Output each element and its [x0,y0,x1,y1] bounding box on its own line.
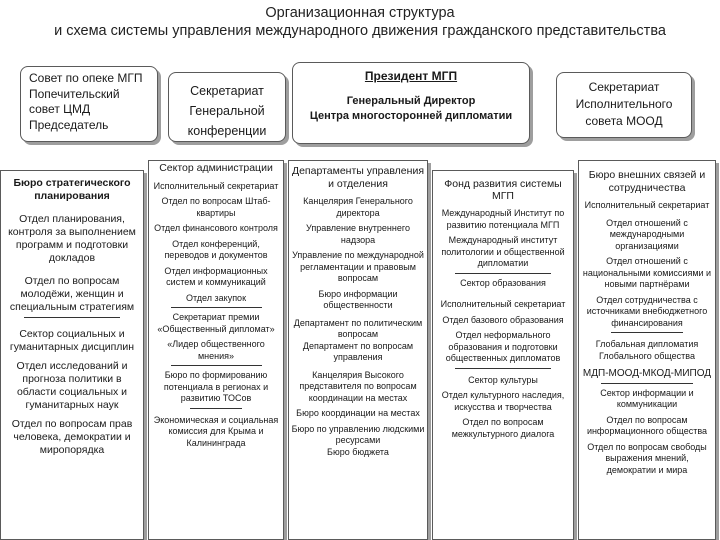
global-diplomacy: Глобальная дипломатия Глобального общества [595,339,699,361]
development-fund-column [432,170,574,540]
col3-head: Департаменты управления и отделения [291,165,424,190]
field-coordination: Бюро координации на местах [296,408,420,418]
info-sector: Сектор информации и коммуникации [600,387,694,409]
intl-institute-politics: Международный институт политологии и общественной дипломатии [441,235,565,268]
divider [611,332,684,333]
culture-sector: Сектор культуры [468,374,538,385]
departments-column [288,160,428,540]
divider [24,317,121,318]
mdp-acronyms: МДП-МООД-МКОД-МИПОД [582,368,712,379]
strategic-planning-column [0,170,144,540]
col4-head: Фонд развития системы [444,178,562,190]
col4-head: МГП [492,189,514,202]
conference-line: конференции [187,124,267,138]
freedom-expression: Отдел по вопросам свободы выражения мнений, демократии и мира [587,441,707,475]
intl-institute-capacity: Международный Институт по развитию потенциала МГП [441,208,565,230]
exec-secretariat: Исполнительный секретариат [440,299,566,309]
opinion-leader: «Лидер общественного мнения» [167,339,265,361]
intl-organizations: Отдел отношений с международными организациями [606,217,688,251]
dept-info-systems: Отдел информационных систем и коммуникаций [164,265,268,287]
dept-finance: Отдел финансового контроля [154,223,278,233]
exec-line: совета МООД [585,114,663,128]
council-line: Председатель [29,117,109,132]
dept-rights: Отдел по вопросам прав человека, демократии и миропорядка [11,418,133,456]
president-director: Генеральный Директор [346,95,476,107]
council-line: совет ЦМД [29,102,91,116]
conference-secretariat-box [168,72,286,142]
conference-line: Генеральной [189,104,265,118]
title-line-1: Организационная структура [265,5,455,21]
management-dept: Департамент по вопросам управления [302,340,414,362]
info-society: Отдел по вопросам информационного общества [586,414,708,436]
public-info: Бюро информации общественности [318,288,398,310]
council-box [20,66,158,142]
divider [455,368,550,369]
sector-social: Сектор социальных и гуманитарных дисциплин [9,328,135,353]
divider [190,408,242,409]
divider [171,365,262,366]
nonformal-education: Отдел неформального образования и подготовки общественных дипломатов [445,330,561,363]
col2-head: Сектор администрации [159,162,273,174]
col1-head: планирования [34,190,110,202]
exec-secretariat: Исполнительный секретариат [584,200,710,210]
president-box [292,62,530,144]
col1-head: Бюро стратегического [13,177,131,189]
dept-youth: Отдел по вопросам молодёжи, женщин и специальным стратегиям [9,275,135,313]
high-rep-chancellery: Канцелярия Высокого представителя по вопросам координации на местах [299,369,417,403]
basic-education: Отдел базового образования [442,314,564,325]
divider [601,383,693,384]
president-title: Президент МГП [364,69,458,83]
president-center: Центра многосторонней дипломатии [309,110,513,122]
dept-planning: Отдел планирования, контроля за выполнением программ и подготовки докладов [8,213,136,264]
dept-research: Отдел исследований и прогноза политики в области социальных и гуманитарных наук [16,360,128,411]
budget-bureau: Бюро бюджета [327,446,389,457]
dept-purchases: Отдел закупок [185,292,247,303]
education-sector: Сектор образования [460,277,546,288]
conference-line: Секретариат [190,84,264,98]
dept-conferences: Отдел конференций, переводов и документов [164,238,268,260]
exec-line: Исполнительного [575,97,673,111]
council-line: Попечительский [29,86,120,101]
col5-head: Бюро внешних связей и сотрудничества [588,169,706,194]
bureau-capacity: Бюро по формированию потенциала в регионах и развитию ТОСов [163,370,269,403]
hr-bureau: Бюро по управлению людскими ресурсами [291,423,425,445]
political-affairs: Департамент по политическим вопросам [293,317,423,339]
executive-secretariat-box [556,72,692,138]
administration-column [148,160,284,540]
national-commissions: Отдел отношений с национальными комиссиями и новыми партнёрами [582,256,712,289]
dept-hq: Отдел по вопросам Штаб-квартиры [161,196,271,218]
intl-regulation: Управление по международной регламентации и правовым вопросам [292,250,424,283]
internal-oversight: Управление внутреннего надзора [306,223,410,245]
external-relations-column [578,160,716,540]
exec-secretariat: Исполнительный секретариат [153,180,279,191]
title-line-2: и схема системы управления международного движения гражданского представительства [54,23,666,39]
intercultural-dialogue: Отдел по вопросам межкультурного диалога [451,417,555,439]
prize-secretariat: Секретариат премии «Общественный дипломат» [157,312,275,334]
chancellery: Канцелярия Генерального директора [303,196,413,218]
divider [455,273,550,274]
exec-line: Секретариат [588,80,660,94]
council-line: Совет по опеке МГП [29,71,143,85]
divider [171,307,262,308]
cultural-heritage: Отдел культурного наследия, искусства и творчества [441,390,565,412]
extrabudgetary: Отдел сотрудничества с источниками внебюджетного финансирования [586,294,708,328]
commission: Экономическая и социальная комиссия для Крыма и Калининграда [153,414,279,448]
page-title [0,4,720,40]
